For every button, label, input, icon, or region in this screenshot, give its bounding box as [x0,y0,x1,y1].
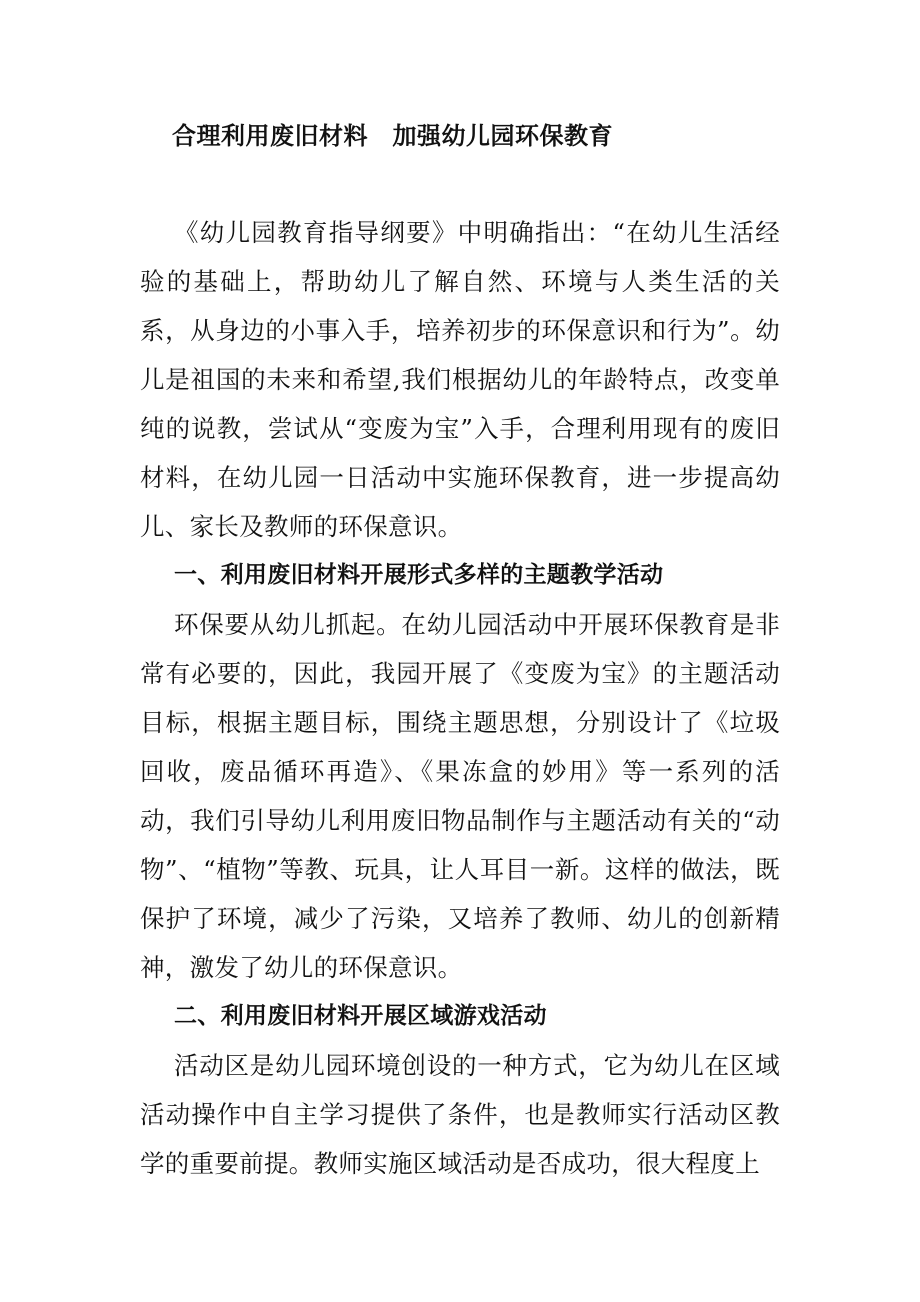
section-1-heading: 一、利用废旧材料开展形式多样的主题教学活动 [174,562,664,588]
section-2-paragraph: 活动区是幼儿园环境创设的一种方式，它为幼儿在区域活动操作中自主学习提供了条件，也是教师实行活动区教学的重要前提。教师实施区域活动是否成功，很大程度上 [140,1051,780,1178]
document-body [140,208,780,1188]
document-title: 合理利用废旧材料 加强幼儿园环保教育 [172,122,613,150]
intro-paragraph: 《幼儿园教育指导纲要》中明确指出：“在幼儿生活经验的基础上，帮助幼儿了解自然、环境与人类生活的关系，从身边的小事入手，培养初步的环保意识和行为”。幼儿是祖国的未来和希望,我们根据幼儿的年龄特点，改变单纯的说教，尝试从“变废为宝”入手，合理利用现有的废旧材料，在幼儿园一日活动中实施环保教育，进一步提高幼儿、家长及教师的环保意识。 [140,218,780,541]
section-2-heading: 二、利用废旧材料开展区域游戏活动 [174,1003,547,1029]
section-1-paragraph: 环保要从幼儿抓起。在幼儿园活动中开展环保教育是非常有必要的，因此，我园开展了《变废为宝》的主题活动目标，根据主题目标，围绕主题思想，分别设计了《垃圾回收，废品循环再造》、《果冻盒的妙用》等一系列的活动，我们引导幼儿利用废旧物品制作与主题活动有关的“动物”、“植物”等教、玩具，让人耳目一新。这样的做法，既保护了环境，减少了污染，又培养了教师、幼儿的创新精神，激发了幼儿的环保意识。 [140,610,780,982]
